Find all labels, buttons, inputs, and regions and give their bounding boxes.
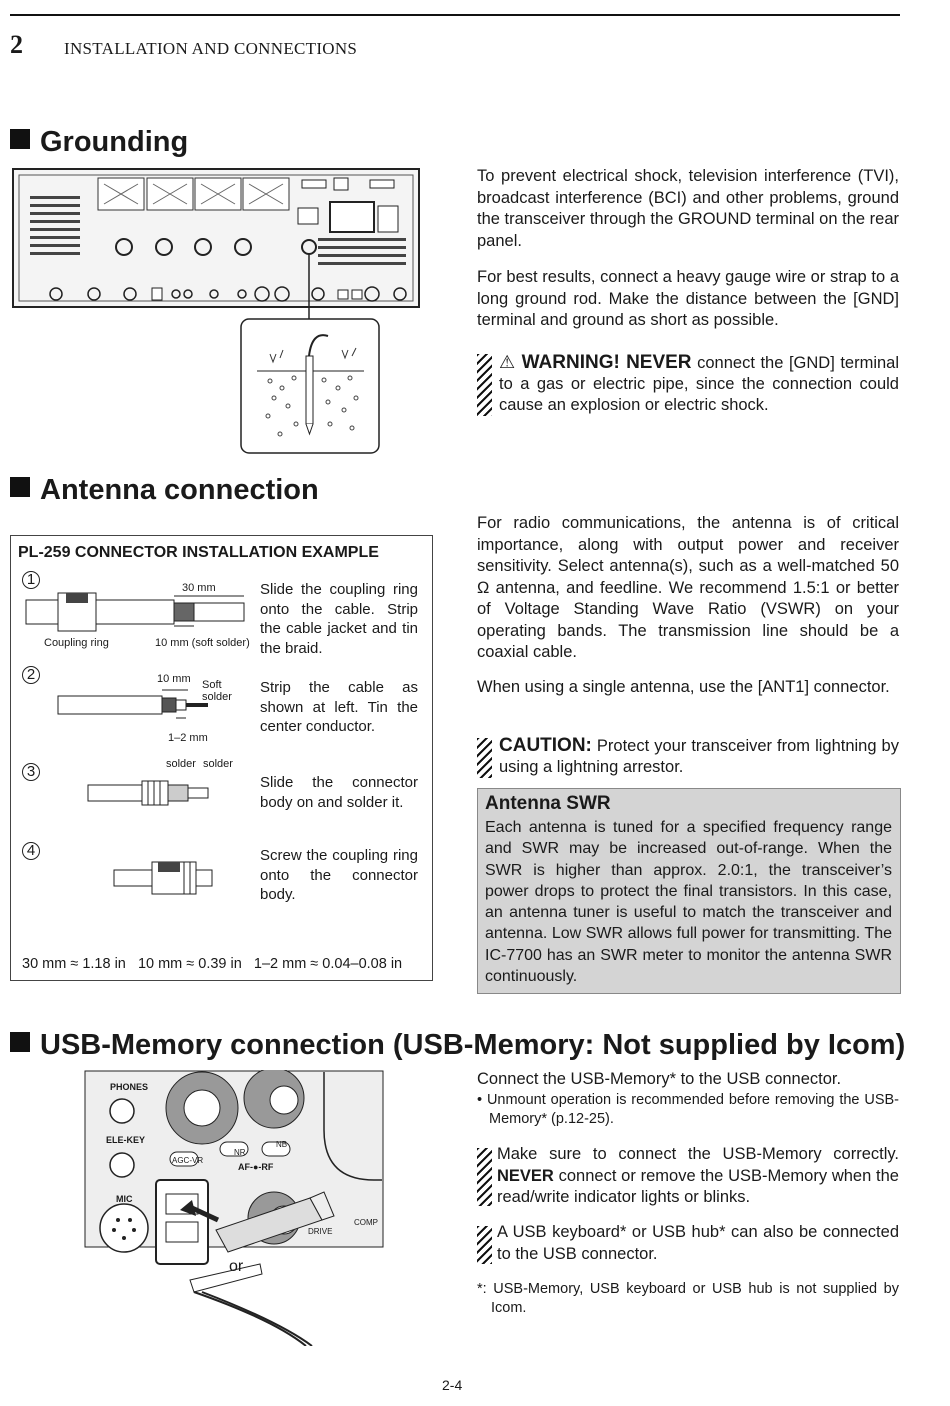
pl259-title: PL-259 CONNECTOR INSTALLATION EXAMPLE [18,544,379,561]
warning-text: connect the [GND] terminal to a gas or electric pipe, since the connection could cause an explosion or electric shock. [499,354,900,414]
section-square-icon [10,129,30,149]
step-1-cable-drawing [24,590,254,636]
usb-heading [10,1029,905,1062]
label-1-2mm: 1–2 mm [168,732,208,744]
label-30mm: 30 mm [182,582,216,594]
step-text-1: Slide the coupling ring onto the cable. Strip the cable jacket and tin the braid. [260,581,418,657]
step-text-2: Strip the cable as shown at left. Tin the center conductor. [260,679,418,735]
grounding-title: Grounding [40,126,189,158]
usb-note2-hatch-icon [477,1226,492,1264]
label-nb: NB [276,1140,288,1149]
grounding-warning [499,352,899,416]
label-agc: AGC-VR [172,1156,204,1165]
rear-panel-illustration [12,166,424,456]
label-10mm: 10 mm [157,673,191,685]
usb-note-1-never: NEVER [497,1166,554,1185]
label-comp: COMP [354,1218,378,1227]
step-number-4: 4 [22,842,40,860]
grounding-paragraph-1: To prevent electrical shock, television interference (TVI), broadcast interference (BCI) and other problems, ground the transceiver through the GROUND terminal on the rear panel. [477,167,899,250]
caution-hatch-icon [477,738,492,778]
step-number-3: 3 [22,763,40,781]
section-square-icon [10,477,30,497]
usb-note-1 [497,1144,899,1209]
warning-triangle-icon: ⚠ [499,352,517,372]
label-nr: NR [234,1148,246,1157]
caution-text: Protect your transceiver from lightning by using a lightning arrestor. [499,737,899,776]
grounding-paragraph-2: For best results, connect a heavy gauge wire or strap to a long ground rod. Make the distance between the [GND] terminal and ground as short as possible. [477,268,899,329]
antenna-caution [499,735,899,778]
step-4-connector-drawing [112,856,222,900]
label-elekey: ELE-KEY [106,1135,146,1145]
usb-footnote: *: USB-Memory, USB keyboard or USB hub is not supplied by Icom. [477,1281,899,1316]
step-3-connector-drawing [86,776,216,810]
step-2-cable-drawing [56,686,216,722]
header-rule [10,14,900,16]
label-10mm-soft-solder: 10 mm (soft solder) [155,637,250,649]
step-number-1: 1 [22,571,40,589]
antenna-heading [10,474,319,507]
usb-note-1-a: Make sure to connect the USB-Memory correctly. [497,1145,899,1163]
section-square-icon [10,1032,30,1052]
antenna-paragraph-1: For radio communications, the antenna is of critical importance, along with output power and receiver sensitivity. Select antenna(s), such as a well-matched 50 Ω antenna, and feedline. We recommend 1.5:1 or better of Voltage Standing Wave Ratio (VSWR) on your operating bands. The transmission line should be a coaxial cable. [477,514,899,661]
label-soft: Soft [202,679,222,691]
label-drive: DRIVE [308,1227,333,1236]
label-coupling-ring: Coupling ring [44,637,109,649]
unit-conversion: 30 mm ≈ 1.18 in 10 mm ≈ 0.39 in 1–2 mm ≈ 0.04–0.08 in [22,956,403,972]
antenna-swr-body: Each antenna is tuned for a specified frequency range and SWR may be increased out-of-range. When the SWR is higher than approx. 2.0:1, the transceiver’s power drops to protect the final transistors. In this case, an antenna tuner is useful to match the transceiver and antenna. Low SWR allows full power for transmitting. The IC-7700 has an SWR meter to monitor the antenna SWR continuously. [485,819,892,986]
label-afrf: AF-●-RF [238,1162,274,1172]
warning-label: WARNING! NEVER [521,352,692,373]
front-panel-usb-illustration [84,1070,384,1346]
step-text-3: Slide the connector body on and solder it. [260,774,418,811]
caution-label: CAUTION: [499,735,592,756]
usb-bullet: • Unmount operation is recommended before removing the USB-Memory* (p.12-25). [477,1092,899,1127]
label-mic: MIC [116,1194,133,1204]
label-phones: PHONES [110,1082,149,1092]
step-number-2: 2 [22,666,40,684]
page-number: 2-4 [442,1377,463,1393]
chapter-number: 2 [10,30,23,59]
antenna-swr-title: Antenna SWR [485,793,611,814]
label-solder: solder [202,691,232,703]
usb-title: USB-Memory connection (USB-Memory: Not supplied by Icom) [40,1029,906,1061]
antenna-paragraph-2: When using a single antenna, use the [ANT1] connector. [477,678,890,696]
grounding-heading [10,126,188,159]
chapter-title: INSTALLATION AND CONNECTIONS [64,39,358,58]
usb-paragraph-1: Connect the USB-Memory* to the USB connector. [477,1070,842,1088]
usb-note-2: A USB keyboard* or USB hub* can also be connected to the USB connector. [497,1223,899,1263]
step-text-4: Screw the coupling ring onto the connector body. [260,847,418,903]
label-solder-2: solder [203,758,233,770]
usb-note1-hatch-icon [477,1148,492,1206]
label-solder-1: solder [166,758,196,770]
antenna-title: Antenna connection [40,474,319,506]
usb-note-1-b: connect or remove the USB-Memory when the read/write indicator lights or blinks. [497,1166,899,1206]
warning-hatch-icon [477,354,492,416]
label-or: or [229,1258,244,1275]
